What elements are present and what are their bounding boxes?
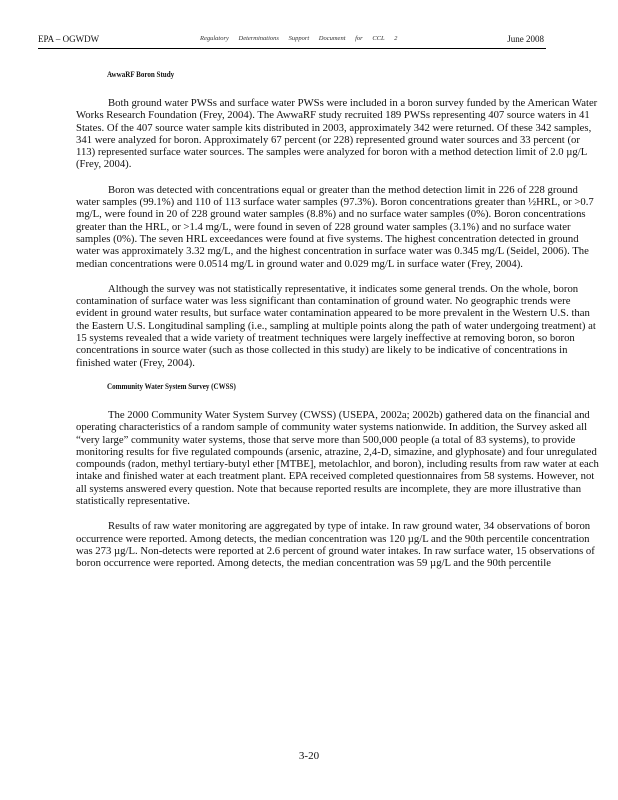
header-rule (38, 48, 546, 49)
section-title-awwarf: AwwaRF Boron Study (107, 70, 175, 79)
paragraph: Boron was detected with concentrations equal or greater than the method detection limit in 226 of 228 ground water samples (99.1%) and 110 of 113 surface water samples (97.3%). Boron concentrations greater than ½HRL, or >0.7 mg/L, were found in 20 of 228 ground water samples (8.8%) and no surface water samples (0%). Boron concentrations greater than the HRL, or >1.4 mg/L, were found in seven of 228 ground water samples (3.1%) and no surface water samples (0%). The seven HRL exceedances were found at five systems. The highest concentration detected in ground water was approximately 3.32 mg/L, and the highest concentration in surface water was 0.345 mg/L (Seidel, 2006). The median concentrations were 0.0514 mg/L in ground water and 0.029 mg/L in surface water (Frey, 2004). (76, 183, 594, 270)
page-header (38, 34, 544, 48)
paragraph: Both ground water PWSs and surface water PWSs were included in a boron survey funded by the American Water Works Research Foundation (Frey, 2004). The AwwaRF study recruited 189 PWSs representing 407 source waters in 41 States. Of the 407 source water sample kits distributed in 2003, approximately 342 were returned. Of these 342 samples, 341 were analyzed for boron. Approximately 67 percent (or 228) represented ground water sources and 33 percent (or 113) represented surface water sources. The samples were analyzed for boron with a method detection limit of 2.0 µg/L (Frey, 2004). (76, 97, 598, 171)
paragraph: Although the survey was not statistically representative, it indicates some general trends. On the whole, boron contamination of surface water was less significant than contamination of ground water. No geographic trends were evident in ground water results, but surface water contamination appeared to be more prevalent in the Western U.S. than the Eastern U.S. Longitudinal sampling (i.e., sampling at multiple points along the path of water undergoing treatment) at 15 systems revealed that a wide variety of treatment techniques were largely ineffective at removing boron, so boron concentrations in source water (such as those collected in this study) are likely to be indicative of concentrations in finished water (Frey, 2004). (76, 282, 596, 369)
paragraph: The 2000 Community Water System Survey (CWSS) (USEPA, 2002a; 2002b) gathered data on the financial and operating characteristics of a random sample of community water systems nationwide. In addition, the Survey asked all “very large” community water systems, those that serve more than 500,000 people (a total of 83 systems), to provide monitoring results for five regulated compounds (arsenic, atrazine, 2,4-D, simazine, and glyphosate) and four unregulated compounds (radon, methyl tertiary-butyl ether [MTBE], metolachlor, and boron), including results from raw water at each intake and finished water at each treatment plant. EPA received completed questionnaires from 58 systems. However, not all systems answered every question. Note that because reported results are incomplete, they are more illustrative than statistically representative. (76, 408, 599, 508)
header-date: June 2008 (507, 34, 544, 44)
paragraph: Results of raw water monitoring are aggregated by type of intake. In raw ground water, 34 observations of boron occurrence were reported. Among detects, the median concentration was 120 µg/L and the 90th percentile concentration was 273 µg/L. Non-detects were reported at 2.6 percent of ground water intakes. In raw surface water, 15 observations of boron occurrence were reported. Among detects, the median concentration was 59 µg/L and the 90th percentile (76, 520, 595, 570)
document-body (76, 70, 600, 583)
header-document-title: Regulatory Determinations Support Document for CCL 2 (200, 35, 398, 42)
header-agency: EPA – OGWDW (38, 34, 100, 44)
page-number: 3-20 (298, 750, 320, 762)
section-title-cwss: Community Water System Survey (CWSS) (107, 381, 236, 391)
